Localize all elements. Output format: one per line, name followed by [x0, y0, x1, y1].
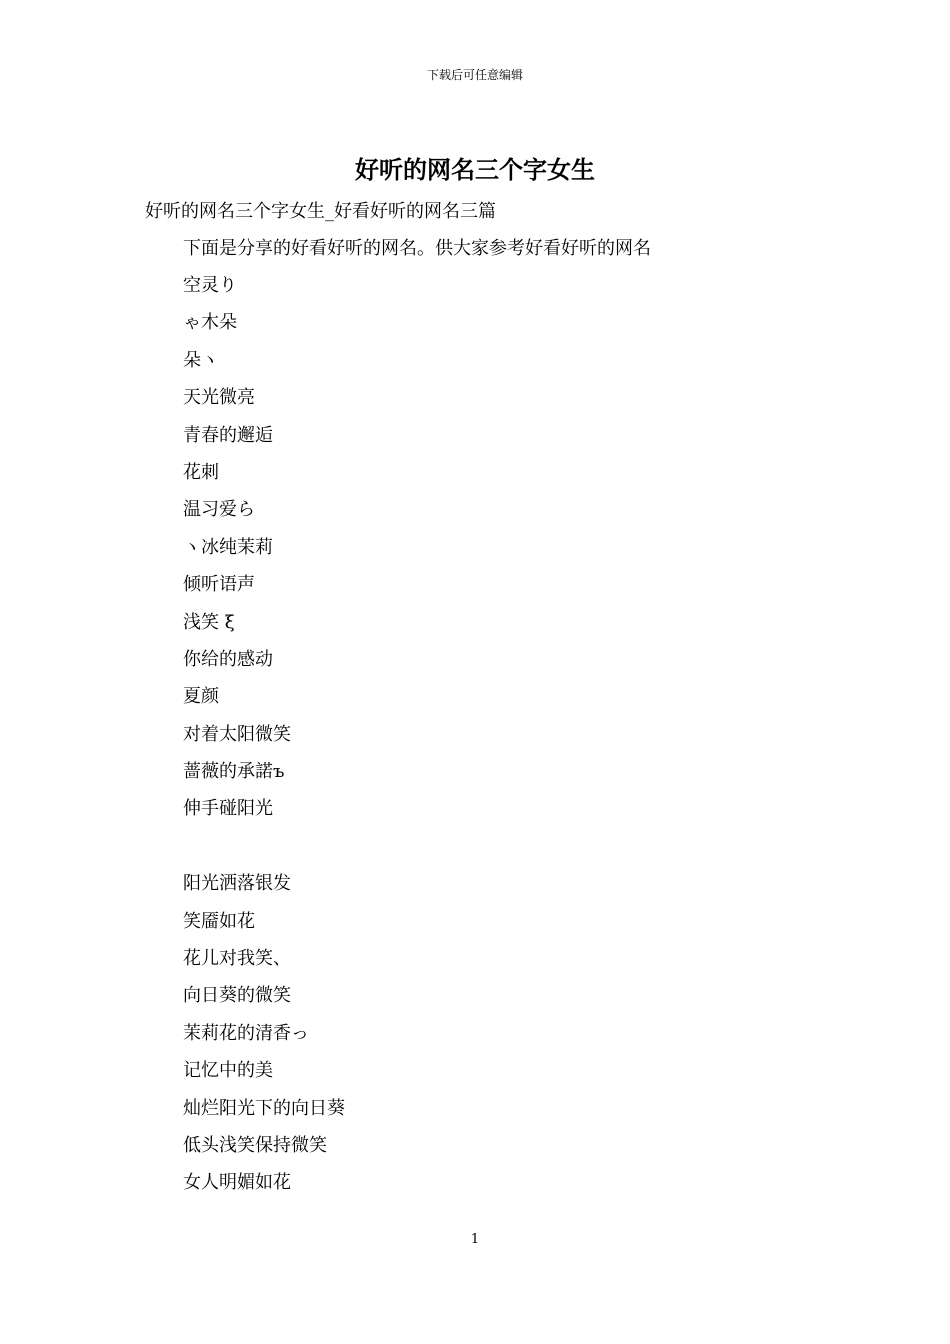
list-item: 温习爱ら [183, 499, 255, 521]
list-item: 蔷薇的承諾ъ [183, 761, 285, 783]
page-number: 1 [470, 1232, 480, 1247]
list-item: 茉莉花的清香っ [183, 1022, 309, 1044]
list-item: 阳光洒落银发 [183, 873, 291, 895]
intro-paragraph: 下面是分享的好看好听的网名。供大家参考好看好听的网名 [183, 238, 651, 259]
list-item: 记忆中的美 [183, 1060, 273, 1082]
list-item: 青春的邂逅 [183, 424, 273, 446]
list-item: 女人明媚如花 [183, 1172, 291, 1194]
list-item: 笑靥如花 [183, 910, 255, 932]
list-item: 朵ヽ [183, 349, 219, 371]
list-item: 天光微亮 [183, 387, 255, 409]
list-item: 灿烂阳光下的向日葵 [183, 1097, 345, 1119]
list-item: 空灵り [183, 275, 237, 296]
list-item: 花刺 [183, 461, 219, 483]
list-item: 向日葵的微笑 [183, 985, 291, 1007]
document-subtitle: 好听的网名三个字女生_好看好听的网名三篇 [145, 201, 496, 222]
list-item: 夏颜 [183, 686, 219, 708]
list-item: 伸手碰阳光 [183, 798, 273, 820]
list-item: ヽ冰纯茉莉 [183, 536, 273, 558]
document-title: 好听的网名三个字女生 [355, 155, 595, 184]
list-item: 浅笑 ξ [183, 611, 235, 633]
list-item: 低头浅笑保持微笑 [183, 1134, 327, 1156]
page-header: 下载后可任意编辑 [426, 68, 523, 82]
list-item: 倾听语声 [183, 574, 255, 596]
name-list [183, 273, 345, 1208]
blank-line [183, 834, 345, 871]
list-item: 你给的感动 [183, 648, 273, 670]
list-item: 对着太阳微笑 [183, 723, 291, 745]
list-item: 花儿对我笑、 [183, 948, 291, 970]
list-item: ゃ木朵 [183, 312, 237, 334]
